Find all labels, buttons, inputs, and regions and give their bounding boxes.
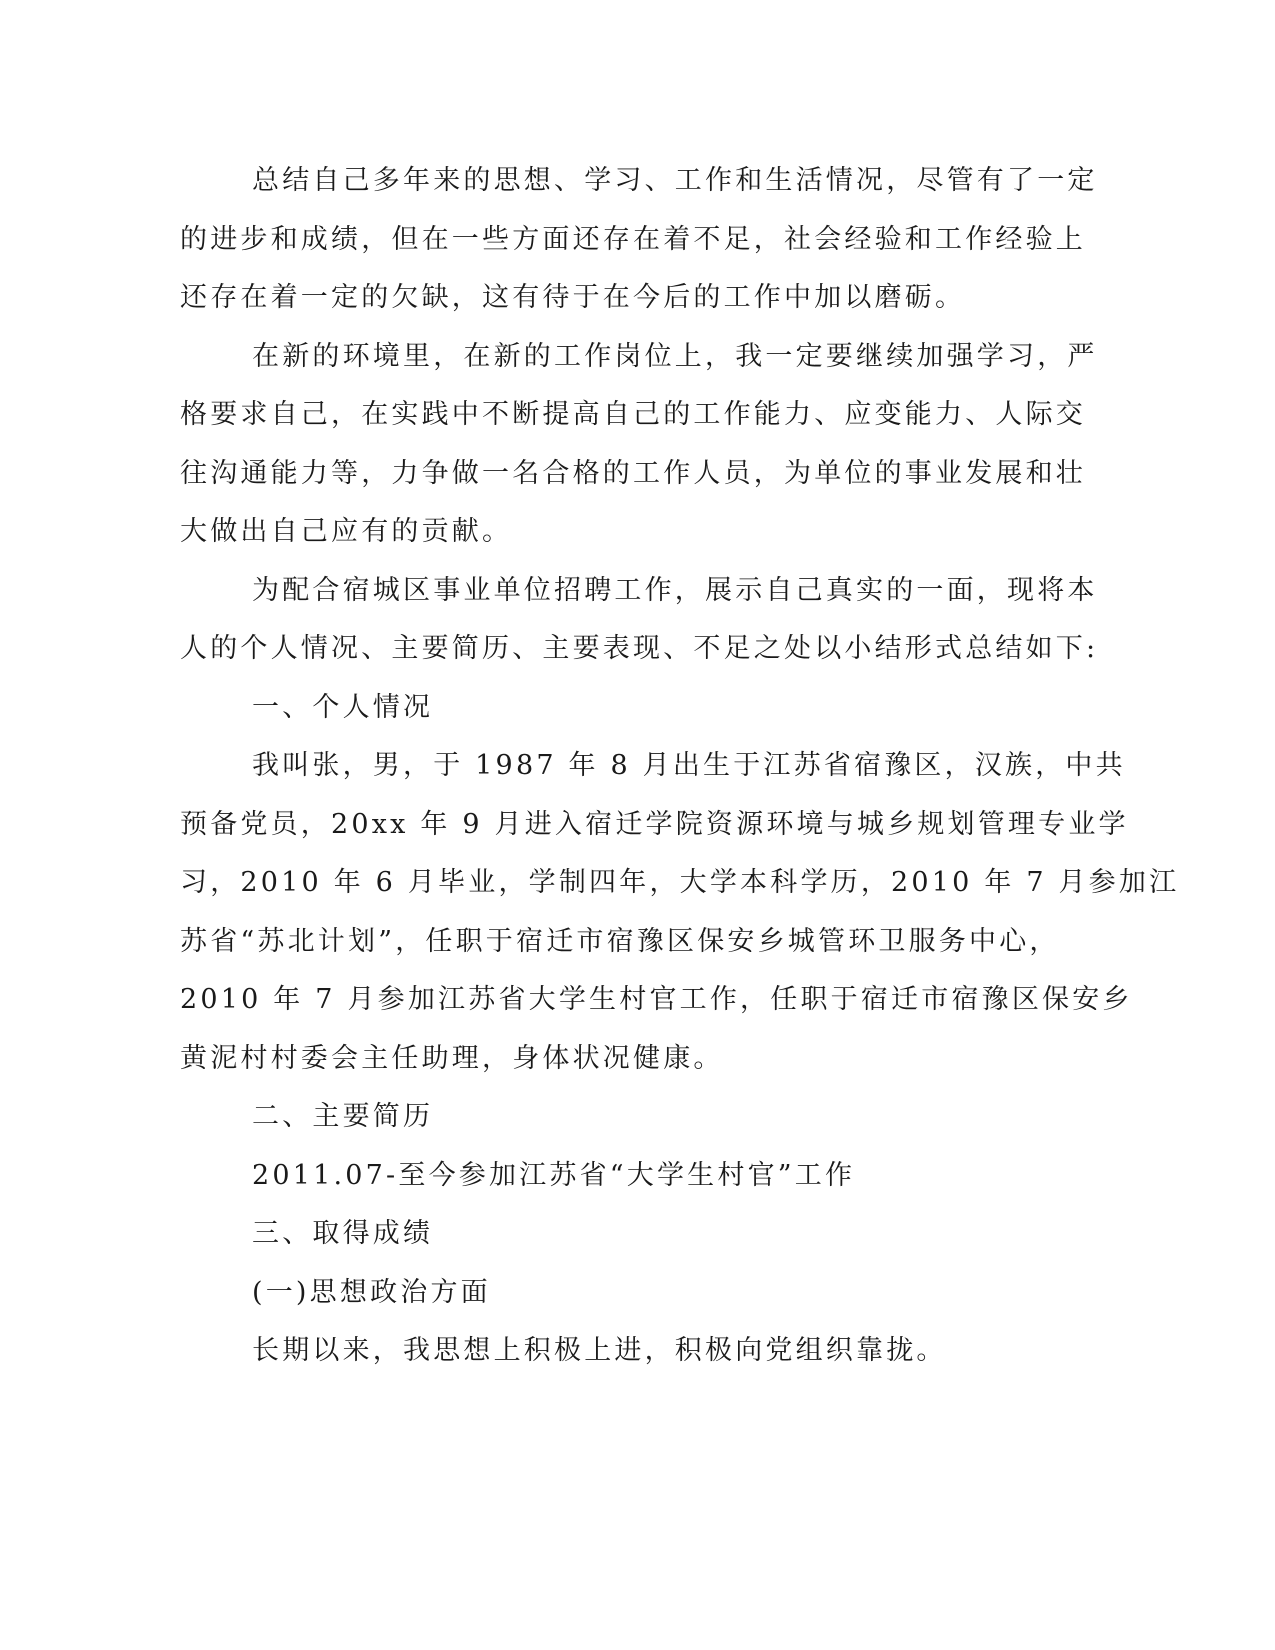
body-line: 的进步和成绩，但在一些方面还存在着不足，社会经验和工作经验上 [180,223,1086,255]
body-line: 预备党员，20xx 年 9 月进入宿迁学院资源环境与城乡规划管理专业学 [180,808,1129,840]
section-heading: 三、取得成绩 [252,1218,434,1249]
body-line: 格要求自己，在实践中不断提高自己的工作能力、应变能力、人际交 [180,399,1086,430]
body-line: 人的个人情况、主要简历、主要表现、不足之处以小结形式总结如下: [180,633,1099,664]
document-body [180,152,1180,1381]
body-line: 苏省“苏北计划”，任职于宿迁市宿豫区保安乡城管环卫服务中心， [180,925,1060,957]
body-line: 为配合宿城区事业单位招聘工作，展示自己真实的一面，现将本 [252,574,1098,606]
section-heading: 二、主要简历 [252,1101,434,1132]
body-line: 黄泥村村委会主任助理，身体状况健康。 [180,1042,724,1074]
body-line: 大做出自己应有的贡献。 [180,516,513,547]
section-heading: 一、个人情况 [252,691,434,723]
body-line: 往沟通能力等，力争做一名合格的工作人员，为单位的事业发展和壮 [180,457,1086,489]
body-line: 习，2010 年 6 月毕业，学制四年，大学本科学历，2010 年 7 月参加江 [180,867,1180,898]
body-line: 在新的环境里，在新的工作岗位上，我一定要继续加强学习，严 [252,340,1098,372]
body-line: 我叫张，男，于 1987 年 8 月出生于江苏省宿豫区，汉族，中共 [252,750,1126,781]
subsection-heading: (一)思想政治方面 [252,1276,491,1308]
body-line: 还存在着一定的欠缺，这有待于在今后的工作中加以磨砺。 [180,282,966,313]
body-line: 总结自己多年来的思想、学习、工作和生活情况，尽管有了一定 [252,165,1098,196]
body-line: 2010 年 7 月参加江苏省大学生村官工作，任职于宿迁市宿豫区保安乡 [180,984,1133,1015]
body-line: 长期以来，我思想上积极上进，积极向党组织靠拢。 [252,1335,947,1366]
resume-entry: 2011.07-至今参加江苏省“大学生村官”工作 [252,1159,856,1191]
